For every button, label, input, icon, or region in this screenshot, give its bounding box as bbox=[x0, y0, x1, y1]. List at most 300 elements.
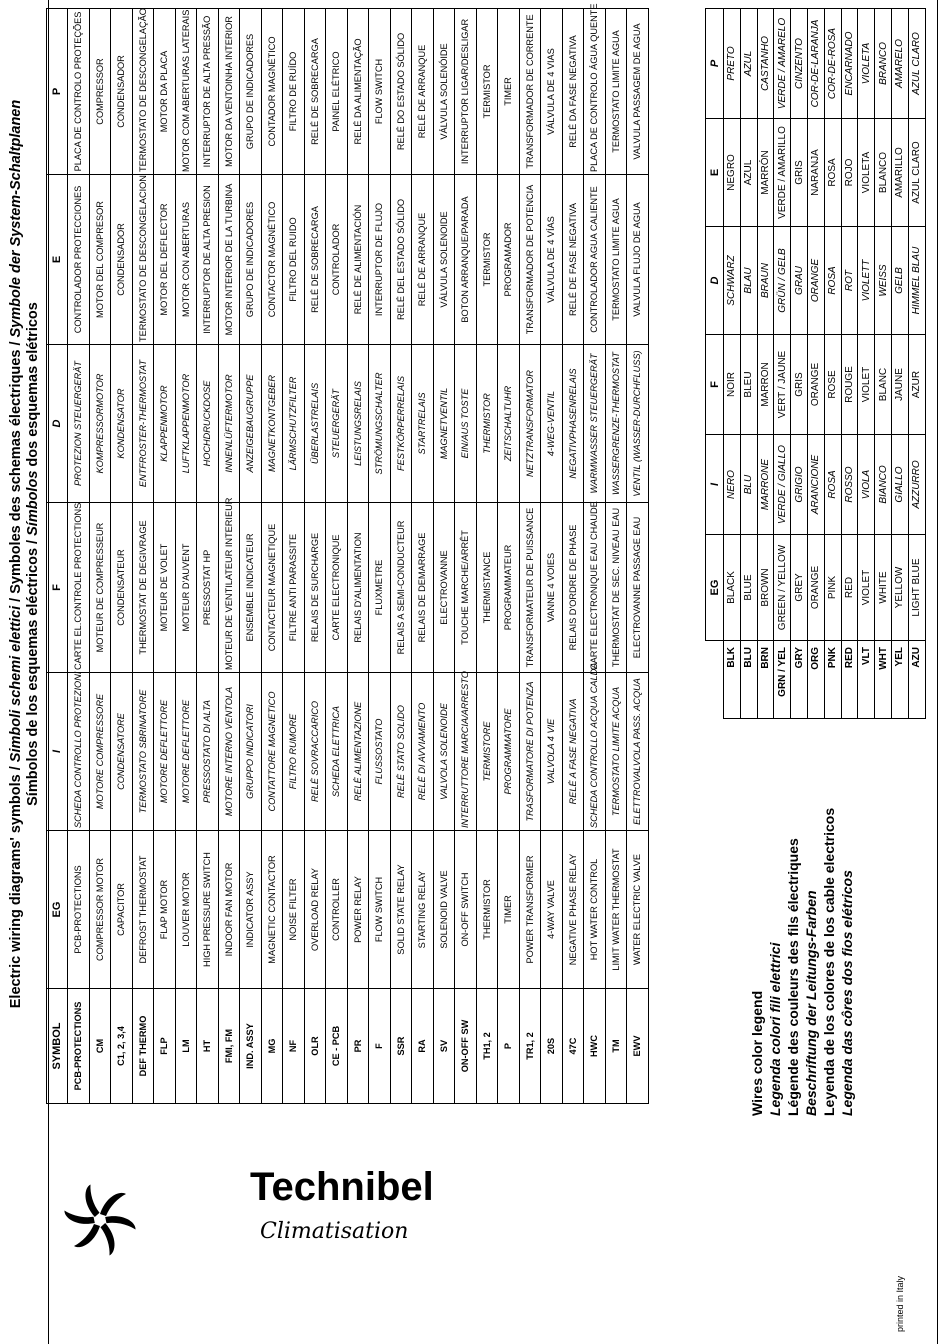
symbol-meaning: TERMOSTATO LIMITE AGUA bbox=[605, 9, 627, 175]
wire-color-name: ORANGE bbox=[807, 227, 824, 335]
symbol-meaning: CONTACTOR MAGNÉTICO bbox=[261, 175, 283, 345]
symbol-code: ON-OFF SW bbox=[455, 989, 477, 1104]
symbol-meaning: RELÈ SOVRACCARICO bbox=[304, 673, 326, 831]
symbol-meaning: CARTE ELECTRONIQUE EAU CHAUDE bbox=[584, 503, 606, 673]
symbol-code: CM bbox=[89, 989, 111, 1104]
table-row bbox=[261, 9, 283, 1104]
wire-color-name: BLACK bbox=[724, 535, 741, 641]
symbol-meaning: MAGNETVENTIL bbox=[433, 345, 455, 503]
table-row bbox=[841, 9, 858, 719]
symbol-meaning: CONTATTORE MAGNETICO bbox=[261, 673, 283, 831]
color-col-header bbox=[706, 641, 724, 719]
symbol-meaning: MOTOR COM ABERTURAS LATERAIS bbox=[175, 9, 197, 175]
symbol-meaning: SOLENOID VALVE bbox=[433, 831, 455, 989]
legend-title-en: Wires color legend bbox=[749, 990, 765, 1116]
symbol-meaning: FILTRO DE RUÍDO bbox=[283, 9, 305, 175]
color-header-row bbox=[706, 9, 724, 719]
wire-color-name: VERDE / AMARELO bbox=[774, 9, 791, 119]
wire-color-name: YELLOW bbox=[891, 535, 908, 641]
table-row bbox=[175, 9, 197, 1104]
symbol-meaning: PRESSOSTATO DI ALTA bbox=[197, 673, 219, 831]
symbol-meaning: TIMER bbox=[498, 831, 520, 989]
symbol-meaning: ENTFROSTER-THERMOSTAT bbox=[132, 345, 154, 503]
wire-color-code: VLT bbox=[858, 641, 875, 719]
table-row bbox=[891, 9, 908, 719]
symbol-meaning: RELÉ DE ALIMENTACIÓN bbox=[347, 175, 369, 345]
table-row bbox=[908, 9, 925, 719]
printed-note: printed in Italy bbox=[895, 1275, 905, 1332]
symbol-meaning: ELECTROVANNE bbox=[433, 503, 455, 673]
symbols-col-header: E bbox=[47, 175, 68, 345]
symbol-meaning: SCHEDA CONTROLLO ACQUA CALDA bbox=[584, 673, 606, 831]
symbol-meaning: SCHEDA ELETTRICA bbox=[326, 673, 348, 831]
title-de: Symbole der System-Schaltplanen bbox=[8, 99, 24, 338]
table-row bbox=[824, 9, 841, 719]
symbol-meaning: WASSERGRENZE-THERMOSTAT bbox=[605, 345, 627, 503]
symbol-meaning: FILTRE ANTI PARASSITE bbox=[283, 503, 305, 673]
symbol-meaning: VENTIL (WASSER-DURCHFLUSS) bbox=[627, 345, 649, 503]
table-row bbox=[283, 9, 305, 1104]
symbol-meaning: MOTOR DA VENTOINHA INTERIOR bbox=[218, 9, 240, 175]
symbol-code: CE - PCB bbox=[326, 989, 348, 1104]
symbol-meaning: COMPRESSOR MOTOR bbox=[89, 831, 111, 989]
wire-color-name: AZUL CLARO bbox=[908, 9, 925, 119]
table-row bbox=[304, 9, 326, 1104]
symbol-meaning: MOTOR DA PLACA bbox=[154, 9, 176, 175]
symbol-code: P bbox=[498, 989, 520, 1104]
symbol-meaning: 4-WEG-VENTIL bbox=[541, 345, 563, 503]
wire-color-name: GELB bbox=[891, 227, 908, 335]
wire-color-name: VIOLA bbox=[858, 435, 875, 535]
wire-color-name: VIOLET bbox=[858, 535, 875, 641]
symbol-meaning: PROGRAMADOR bbox=[498, 175, 520, 345]
wire-color-name: PINK bbox=[824, 535, 841, 641]
symbol-code: RA bbox=[412, 989, 434, 1104]
title-es: Símbolos de los esquemas eléctricos bbox=[25, 547, 41, 806]
wire-color-code: PNK bbox=[824, 641, 841, 719]
symbol-meaning: ON-OFF SWITCH bbox=[455, 831, 477, 989]
symbol-meaning: TOUCHE MARCHE/ARRÊT bbox=[455, 503, 477, 673]
wire-color-name: ENCARNADO bbox=[841, 9, 858, 119]
table-row bbox=[740, 9, 757, 719]
title-sep: / bbox=[8, 593, 24, 606]
table-row bbox=[412, 9, 434, 1104]
wire-color-name: NERO bbox=[724, 435, 741, 535]
wire-color-name: MARRONE bbox=[757, 435, 774, 535]
wire-color-code: RED bbox=[841, 641, 858, 719]
symbols-col-header: D bbox=[47, 345, 68, 503]
wire-color-table bbox=[705, 8, 926, 719]
symbol-meaning: FLUSSOSTATO bbox=[369, 673, 391, 831]
symbol-meaning: PAINEL ELÉTRICO bbox=[326, 9, 348, 175]
fan-mark-icon bbox=[63, 1184, 136, 1256]
wire-color-name: HIMMEL BLAU bbox=[908, 227, 925, 335]
symbol-meaning: OVERLOAD RELAY bbox=[304, 831, 326, 989]
symbol-meaning: STEUERGERÄT bbox=[326, 345, 348, 503]
symbols-col-header: P bbox=[47, 9, 68, 175]
symbol-meaning: RELAIS A SEMI-CONDUCTEUR bbox=[390, 503, 412, 673]
bottom-rule bbox=[937, 0, 938, 1344]
symbol-meaning: LUFTKLAPPENMOTOR bbox=[175, 345, 197, 503]
symbol-meaning: COMPRESSOR bbox=[89, 9, 111, 175]
symbol-code: TH1, 2 bbox=[476, 989, 498, 1104]
wires-legend-titles bbox=[748, 696, 856, 1116]
wire-color-name: AZUL bbox=[740, 119, 757, 227]
symbol-meaning: SOLID STATE RELAY bbox=[390, 831, 412, 989]
wire-color-name: NARANJA bbox=[807, 119, 824, 227]
wire-color-name: GRÜN / GELB bbox=[774, 227, 791, 335]
wire-color-name: ORANGE bbox=[807, 335, 824, 435]
symbol-code: IND. ASSY bbox=[240, 989, 262, 1104]
symbol-meaning: CONTROLLER bbox=[326, 831, 348, 989]
wire-color-name: BRANCO bbox=[875, 9, 892, 119]
symbol-meaning: RELÉ DE SOBRECARGA bbox=[304, 175, 326, 345]
symbol-meaning: STRÖMUNGSCHALTER bbox=[369, 345, 391, 503]
symbol-meaning: STARTING RELAY bbox=[412, 831, 434, 989]
table-row bbox=[132, 9, 154, 1104]
symbol-code: DEF THERMO bbox=[132, 989, 154, 1104]
wire-color-name: WHITE bbox=[875, 535, 892, 641]
table-row bbox=[369, 9, 391, 1104]
symbol-meaning: MOTORE DEFLETTORE bbox=[175, 673, 197, 831]
symbol-meaning: WATER ELECTRIC VALVE bbox=[627, 831, 649, 989]
legend-title-pt: Legenda das côres dos fios elétricos bbox=[839, 870, 855, 1116]
legend-title-it: Legenda colori fili elettrici bbox=[767, 942, 783, 1116]
symbol-meaning: POWER TRANSFORMER bbox=[519, 831, 541, 989]
symbol-meaning: PLACA DE CONTROLO ÁGUA QUENTE bbox=[584, 9, 606, 175]
wire-color-name: JAUNE bbox=[891, 335, 908, 435]
wire-color-name: BLAU bbox=[740, 227, 757, 335]
wire-color-name: VIOLETA bbox=[858, 119, 875, 227]
symbol-meaning: LÄRMSCHUTZFILTER bbox=[283, 345, 305, 503]
symbol-meaning: CONTACTEUR MAGNETIQUE bbox=[261, 503, 283, 673]
color-col-header: EG bbox=[706, 535, 724, 641]
symbol-meaning: RELÉ DE ARRANQUE bbox=[412, 175, 434, 345]
symbol-code: MG bbox=[261, 989, 283, 1104]
wire-color-name: VERDE / AMARILLO bbox=[774, 119, 791, 227]
table-row bbox=[218, 9, 240, 1104]
symbol-code: OLR bbox=[304, 989, 326, 1104]
wire-color-code: YEL bbox=[891, 641, 908, 719]
wire-color-name: GRIGIO bbox=[791, 435, 808, 535]
symbol-meaning: FLUXMETRE bbox=[369, 503, 391, 673]
symbol-meaning: INTERRUPTOR DE ALTA PRESSÃO bbox=[197, 9, 219, 175]
wire-color-name: WEISS bbox=[875, 227, 892, 335]
symbol-meaning: ÜBERLASTRELAIS bbox=[304, 345, 326, 503]
symbol-meaning: ANZEIGEBAUGRUPPE bbox=[240, 345, 262, 503]
symbol-meaning: MOTOR INTERIOR DE LA TURBINA bbox=[218, 175, 240, 345]
symbol-meaning: PLACA DE CONTROLO PROTEÇÕES bbox=[68, 9, 90, 175]
wire-color-name: AMARILLO bbox=[891, 119, 908, 227]
wire-color-name: BLU bbox=[740, 435, 757, 535]
symbol-meaning: VANNE 4 VOIES bbox=[541, 503, 563, 673]
wire-color-name: LIGHT BLUE bbox=[908, 535, 925, 641]
symbol-meaning: RELÉ DE FASE NEGATIVA bbox=[562, 175, 584, 345]
wire-color-name: BLANC bbox=[875, 335, 892, 435]
table-row bbox=[519, 9, 541, 1104]
wire-color-name: VERT / JAUNE bbox=[774, 335, 791, 435]
symbol-meaning: VALVOLA SOLENOIDE bbox=[433, 673, 455, 831]
logo-tagline-text: Climatisation bbox=[260, 1219, 409, 1244]
symbols-header-row bbox=[47, 9, 68, 1104]
symbol-code: FMI, FM bbox=[218, 989, 240, 1104]
symbol-meaning: VÁLVULA SOLENÓIDE bbox=[433, 9, 455, 175]
symbols-table bbox=[46, 3, 649, 1104]
technibel-logo bbox=[60, 1120, 434, 1320]
symbol-meaning: THERMISTANCE bbox=[476, 503, 498, 673]
wire-color-name: ROUGE bbox=[841, 335, 858, 435]
wire-color-code: BLU bbox=[740, 641, 757, 719]
title-sep: / bbox=[8, 762, 24, 775]
symbol-meaning: CARTE EL.CONTROLE PROTECTIONS bbox=[68, 503, 90, 673]
symbol-meaning: FLOW SWITCH bbox=[369, 831, 391, 989]
symbol-meaning: VÁLVULA SOLENOIDE bbox=[433, 175, 455, 345]
symbol-meaning: RELÉ DA ALIMENTAÇÃO bbox=[347, 9, 369, 175]
title-it: Simboli schemi elettici bbox=[8, 605, 24, 763]
symbol-meaning: CONDENSATEUR bbox=[111, 503, 133, 673]
table-row bbox=[476, 9, 498, 1104]
wire-color-name: SCHWARZ bbox=[724, 227, 741, 335]
symbol-meaning: MOTORE DEFLETTORE bbox=[154, 673, 176, 831]
table-row bbox=[584, 9, 606, 1104]
symbol-meaning: GRUPPO INDICATORI bbox=[240, 673, 262, 831]
symbol-meaning: RELÉ DA FASE NEGATIVA bbox=[562, 9, 584, 175]
symbol-meaning: RELÉ DEL ESTADO SÓLIDO bbox=[390, 175, 412, 345]
symbol-meaning: ELECTROVANNE PASSAGE EAU bbox=[627, 503, 649, 673]
symbol-meaning: PRESSOSTAT HP bbox=[197, 503, 219, 673]
table-row bbox=[326, 9, 348, 1104]
symbol-meaning: TERMOSTATO LIMITE ACQUA bbox=[605, 673, 627, 831]
symbols-col-header: SYMBOL bbox=[47, 989, 68, 1104]
symbol-meaning: LOUVER MOTOR bbox=[175, 831, 197, 989]
wire-color-name: COR-DE-ROSA bbox=[824, 9, 841, 119]
wire-color-code: GRY bbox=[791, 641, 808, 719]
symbol-code: HT bbox=[197, 989, 219, 1104]
symbol-meaning: THERMISTOR bbox=[476, 831, 498, 989]
wire-color-name: ROSA bbox=[824, 227, 841, 335]
symbol-meaning: PCB-PROTECTIONS bbox=[68, 831, 90, 989]
symbol-meaning: SCHEDA CONTROLLO PROTEZIONI bbox=[68, 673, 90, 831]
symbol-meaning: RELÈ DI AVVIAMENTO bbox=[412, 673, 434, 831]
wire-color-name: BLUE bbox=[740, 535, 757, 641]
wire-color-name: BLEU bbox=[740, 335, 757, 435]
table-row bbox=[68, 9, 90, 1104]
symbol-meaning: VALVOLA 4 VIE bbox=[541, 673, 563, 831]
symbol-meaning: TERMISTORE bbox=[476, 673, 498, 831]
symbol-meaning: TERMISTOR bbox=[476, 175, 498, 345]
wire-color-name: ORANGE bbox=[807, 535, 824, 641]
symbol-meaning: PROTEZION STEUERGERÄT bbox=[68, 345, 90, 503]
wire-color-name: ROT bbox=[841, 227, 858, 335]
symbol-meaning: BOTON ARRANQUE/PARADA bbox=[455, 175, 477, 345]
wire-color-name: CASTANHO bbox=[757, 9, 774, 119]
symbol-meaning: MOTORE INTERNO VENTOLA bbox=[218, 673, 240, 831]
table-row bbox=[791, 9, 808, 719]
wire-color-code: WHT bbox=[875, 641, 892, 719]
symbol-code: NF bbox=[283, 989, 305, 1104]
symbol-code: PR bbox=[347, 989, 369, 1104]
symbol-meaning: CARTE ELECTRONIQUE bbox=[326, 503, 348, 673]
symbol-meaning: HIGH PRESSURE SWITCH bbox=[197, 831, 219, 989]
symbol-meaning: CONTROLADOR PROTECCIONES bbox=[68, 175, 90, 345]
symbol-meaning: TERMISTOR bbox=[476, 9, 498, 175]
wire-color-name: ARANCIONE bbox=[807, 435, 824, 535]
color-body bbox=[724, 9, 926, 719]
symbol-meaning: CONTROLADOR AGUA CALIENTE bbox=[584, 175, 606, 345]
symbols-col-header: EG bbox=[47, 831, 68, 989]
symbol-meaning: MOTEUR DE VOLET bbox=[154, 503, 176, 673]
symbol-meaning: RELÈ A FASE NEGATIVA bbox=[562, 673, 584, 831]
legend-title-fr: Légende des couleurs des fils électriques bbox=[785, 838, 801, 1116]
symbol-meaning: INTERRUTTORE MARCIA/ARRESTO bbox=[455, 673, 477, 831]
symbol-meaning: NOISE FILTER bbox=[283, 831, 305, 989]
wire-color-code: AZU bbox=[908, 641, 925, 719]
color-col-header: F bbox=[706, 335, 724, 435]
symbol-code: EWV bbox=[627, 989, 649, 1104]
wire-color-name: GREY bbox=[791, 535, 808, 641]
wire-color-name: COR-DE-LARANJA bbox=[807, 9, 824, 119]
table-row bbox=[111, 9, 133, 1104]
symbol-meaning: CONTROLADOR bbox=[326, 175, 348, 345]
symbol-meaning: MOTEUR DE VENTILATEUR INTERIEUR bbox=[218, 503, 240, 673]
symbol-meaning: MOTEUR DE COMPRESSEUR bbox=[89, 503, 111, 673]
wire-color-name: MARRON bbox=[757, 335, 774, 435]
symbol-meaning: INDOOR FAN MOTOR bbox=[218, 831, 240, 989]
wire-color-name: VERDE / GIALLO bbox=[774, 435, 791, 535]
symbol-meaning: CONDENSADOR bbox=[111, 175, 133, 345]
symbol-meaning: TERMOSTATO DE DESCONGELACION bbox=[132, 175, 154, 345]
symbol-meaning: TRASFORMATORE DI POTENZA bbox=[519, 673, 541, 831]
wire-color-name: NOIR bbox=[724, 335, 741, 435]
color-col-header: I bbox=[706, 435, 724, 535]
symbol-meaning: THERMOSTAT DE SEC. NIVEAU EAU bbox=[605, 503, 627, 673]
symbol-meaning: CONDENSATORE bbox=[111, 673, 133, 831]
symbol-meaning: VÁLVULA DE 4 VÍAS bbox=[541, 175, 563, 345]
wire-color-name: AZUL bbox=[740, 9, 757, 119]
symbol-meaning: CONTADOR MAGNÉTICO bbox=[261, 9, 283, 175]
symbols-col-header: F bbox=[47, 503, 68, 673]
symbol-meaning: TRANSFORMADOR DE CORRENTE bbox=[519, 9, 541, 175]
wire-color-name: PRETO bbox=[724, 9, 741, 119]
symbol-meaning: FLOW SWITCH bbox=[369, 9, 391, 175]
wire-color-code: BLK bbox=[724, 641, 741, 719]
symbol-meaning: INNENLÜFTERMOTOR bbox=[218, 345, 240, 503]
title-en: Electric wiring diagrams' symbols bbox=[8, 774, 24, 1009]
symbol-meaning: RELÉ DE ARRANQUE bbox=[412, 9, 434, 175]
symbol-meaning: TRANSFORMATEUR DE PUISSANCE bbox=[519, 503, 541, 673]
symbol-meaning: FESTKÖRPERRELAIS bbox=[390, 345, 412, 503]
table-row bbox=[724, 9, 741, 719]
symbol-meaning: DEFROST THERMOSTAT bbox=[132, 831, 154, 989]
symbol-meaning: VALVULA PASSAGEM DE AGUA bbox=[627, 9, 649, 175]
table-row bbox=[757, 9, 774, 719]
symbol-code: PCB-PROTECTIONS bbox=[68, 989, 90, 1104]
wire-color-name: AZZURRO bbox=[908, 435, 925, 535]
symbol-meaning: GRUPO DE INDICADORES bbox=[240, 175, 262, 345]
wire-color-name: ROJO bbox=[841, 119, 858, 227]
wire-color-name: RED bbox=[841, 535, 858, 641]
symbols-col-header: I bbox=[47, 673, 68, 831]
symbol-meaning: INTERRUPTOR DE FLUJO bbox=[369, 175, 391, 345]
symbol-meaning: RELÈ ALIMENTAZIONE bbox=[347, 673, 369, 831]
title-fr: Symboles des schemas électriques bbox=[8, 349, 24, 594]
table-row bbox=[498, 9, 520, 1104]
symbol-meaning: PROGRAMMATEUR bbox=[498, 503, 520, 673]
symbol-meaning: ZEITSCHALTUHR bbox=[498, 345, 520, 503]
symbol-meaning: RELAIS D'ALIMENTATION bbox=[347, 503, 369, 673]
symbol-meaning: WARMWASSER STEUERGERÄT bbox=[584, 345, 606, 503]
symbol-meaning: INTERRUPTOR DE ALTA PRESION bbox=[197, 175, 219, 345]
symbol-meaning: CAPACITOR bbox=[111, 831, 133, 989]
symbol-meaning: LIMIT WATER THERMOSTAT bbox=[605, 831, 627, 989]
symbol-meaning: INDICATOR ASSY bbox=[240, 831, 262, 989]
symbol-code: SSR bbox=[390, 989, 412, 1104]
wire-color-name: VIOLETT bbox=[858, 227, 875, 335]
wire-color-code: GRN / YEL bbox=[774, 641, 791, 719]
symbol-meaning: MAGNETKONTGEBER bbox=[261, 345, 283, 503]
table-row bbox=[858, 9, 875, 719]
symbol-meaning: KONDENSATOR bbox=[111, 345, 133, 503]
symbol-meaning: MOTOR DEL COMPRESOR bbox=[89, 175, 111, 345]
table-row bbox=[89, 9, 111, 1104]
table-row bbox=[347, 9, 369, 1104]
symbol-meaning: HOT WATER CONTROL bbox=[584, 831, 606, 989]
color-col-header: D bbox=[706, 227, 724, 335]
wire-color-code: BRN bbox=[757, 641, 774, 719]
symbol-meaning: TERMOSTATO DE DESCONGELAÇÃO bbox=[132, 9, 154, 175]
logo-brand-text: Technibel bbox=[250, 1165, 434, 1209]
symbol-meaning: GRUPO DE INDICADORES bbox=[240, 9, 262, 175]
wire-color-code: ORG bbox=[807, 641, 824, 719]
title-pt-a: Símbolos bbox=[25, 470, 41, 536]
symbol-code: HWC bbox=[584, 989, 606, 1104]
color-col-header: E bbox=[706, 119, 724, 227]
symbols-body bbox=[68, 3, 649, 1104]
symbol-meaning: EIN/AUS TOSTE bbox=[455, 345, 477, 503]
symbol-meaning: FILTRO DEL RUIDO bbox=[283, 175, 305, 345]
table-row bbox=[807, 9, 824, 719]
table-row bbox=[627, 9, 649, 1104]
wire-color-name: GRIS bbox=[791, 335, 808, 435]
table-row bbox=[154, 9, 176, 1104]
wire-color-name: MARRÓN bbox=[757, 119, 774, 227]
symbol-meaning: MOTOR DEL DEFLECTOR bbox=[154, 175, 176, 345]
table-row bbox=[455, 9, 477, 1104]
table-row bbox=[774, 9, 791, 719]
wire-color-name: CINZENTO bbox=[791, 9, 808, 119]
symbol-meaning: NETZTRANSFORMATOR bbox=[519, 345, 541, 503]
symbol-meaning: MOTEUR D'AUVENT bbox=[175, 503, 197, 673]
symbol-meaning: RELAIS DE DEMARRAGE bbox=[412, 503, 434, 673]
symbol-code: F bbox=[369, 989, 391, 1104]
table-row bbox=[197, 9, 219, 1104]
wire-color-name: AZUL CLARO bbox=[908, 119, 925, 227]
symbol-code: 20S bbox=[541, 989, 563, 1104]
logo-graphic bbox=[60, 1120, 434, 1320]
symbol-code: LM bbox=[175, 989, 197, 1104]
title-sep: / bbox=[25, 535, 41, 548]
table-row bbox=[390, 9, 412, 1104]
wire-color-name: AMARELO bbox=[891, 9, 908, 119]
symbol-meaning: STARTRELAIS bbox=[412, 345, 434, 503]
symbol-meaning: TRANSFORMADOR DE POTENCIA bbox=[519, 175, 541, 345]
symbol-meaning: THERMISTOR bbox=[476, 345, 498, 503]
table-row bbox=[875, 9, 892, 719]
legend-title-de: Beschriftung der Leitungs-Farben bbox=[803, 890, 819, 1116]
symbol-meaning: HOCHDRUCKDOSE bbox=[197, 345, 219, 503]
table-row bbox=[433, 9, 455, 1104]
wire-color-name: BIANCO bbox=[875, 435, 892, 535]
